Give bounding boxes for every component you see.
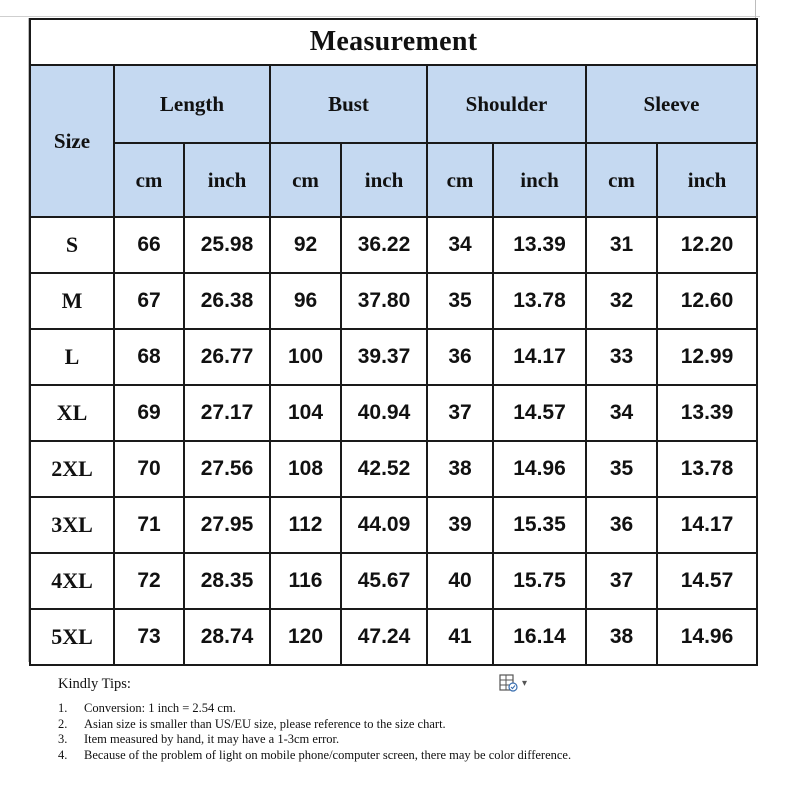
size-chart-table [29,18,758,666]
kindly-tips [58,676,738,763]
inch-value-cell: 16.14 [493,609,586,665]
table-row [30,217,757,273]
unit-header-cm: cm [427,143,493,217]
cm-value-cell: 33 [586,329,657,385]
inch-value-cell: 25.98 [184,217,270,273]
shoulder-header: Shoulder [427,65,586,143]
size-cell: 4XL [30,553,114,609]
tip-text: Because of the problem of light on mobile phone/computer screen, there may be color difference. [84,747,572,762]
list-item [58,701,738,717]
size-cell: 3XL [30,497,114,553]
table-row [30,609,757,665]
chart-title: Measurement [30,19,757,65]
unit-header-cm: cm [270,143,341,217]
cm-value-cell: 40 [427,553,493,609]
cm-value-cell: 67 [114,273,184,329]
inch-value-cell: 36.22 [341,217,427,273]
inch-value-cell: 44.09 [341,497,427,553]
size-header: Size [30,65,114,217]
cm-value-cell: 116 [270,553,341,609]
cm-value-cell: 34 [586,385,657,441]
size-cell: 5XL [30,609,114,665]
cm-value-cell: 66 [114,217,184,273]
cm-value-cell: 68 [114,329,184,385]
inch-value-cell: 27.56 [184,441,270,497]
cm-value-cell: 70 [114,441,184,497]
tip-text: Item measured by hand, it may have a 1-3cm error. [84,732,340,746]
table-row [30,441,757,497]
unit-header-inch: inch [184,143,270,217]
inch-value-cell: 37.80 [341,273,427,329]
inch-value-cell: 12.60 [657,273,757,329]
inch-value-cell: 14.96 [657,609,757,665]
inch-value-cell: 28.74 [184,609,270,665]
cm-value-cell: 38 [427,441,493,497]
cm-value-cell: 31 [586,217,657,273]
size-cell: 2XL [30,441,114,497]
inch-value-cell: 15.75 [493,553,586,609]
cm-value-cell: 35 [427,273,493,329]
tip-text: Conversion: 1 inch = 2.54 cm. [84,701,236,715]
right-divider [755,0,756,18]
inch-value-cell: 39.37 [341,329,427,385]
tip-number: 2. [58,716,68,731]
inch-value-cell: 45.67 [341,553,427,609]
list-item [58,732,738,748]
list-item [58,748,738,764]
cm-value-cell: 120 [270,609,341,665]
inch-value-cell: 13.39 [657,385,757,441]
table-row [30,273,757,329]
tips-title: Kindly Tips: [58,676,131,692]
cm-value-cell: 96 [270,273,341,329]
cm-value-cell: 112 [270,497,341,553]
size-cell: M [30,273,114,329]
unit-header-inch: inch [341,143,427,217]
cm-value-cell: 37 [586,553,657,609]
inch-value-cell: 26.38 [184,273,270,329]
bust-header: Bust [270,65,427,143]
list-item [58,717,738,733]
unit-header-cm: cm [586,143,657,217]
tip-text: Asian size is smaller than US/EU size, please reference to the size chart. [84,716,446,731]
inch-value-cell: 14.17 [657,497,757,553]
tip-number: 1. [58,701,68,715]
inch-value-cell: 26.77 [184,329,270,385]
table-row [30,329,757,385]
length-header: Length [114,65,270,143]
table-row [30,497,757,553]
inch-value-cell: 12.99 [657,329,757,385]
inch-value-cell: 14.17 [493,329,586,385]
cm-value-cell: 41 [427,609,493,665]
sleeve-header: Sleeve [586,65,757,143]
size-cell: XL [30,385,114,441]
inch-value-cell: 27.95 [184,497,270,553]
tips-list [58,701,738,763]
inch-value-cell: 14.96 [493,441,586,497]
inch-value-cell: 13.78 [493,273,586,329]
inch-value-cell: 12.20 [657,217,757,273]
cm-value-cell: 104 [270,385,341,441]
cm-value-cell: 32 [586,273,657,329]
unit-header-inch: inch [657,143,757,217]
inch-value-cell: 47.24 [341,609,427,665]
chevron-down-icon[interactable]: ▾ [522,677,528,689]
inch-value-cell: 14.57 [657,553,757,609]
inch-value-cell: 40.94 [341,385,427,441]
inch-value-cell: 15.35 [493,497,586,553]
cm-value-cell: 108 [270,441,341,497]
unit-header-cm: cm [114,143,184,217]
tip-number: 4. [58,747,68,762]
cm-value-cell: 73 [114,609,184,665]
cm-value-cell: 36 [586,497,657,553]
cm-value-cell: 39 [427,497,493,553]
unit-header-inch: inch [493,143,586,217]
inch-value-cell: 13.39 [493,217,586,273]
cm-value-cell: 34 [427,217,493,273]
tip-number: 3. [58,732,68,746]
cm-value-cell: 69 [114,385,184,441]
cm-value-cell: 38 [586,609,657,665]
cm-value-cell: 37 [427,385,493,441]
inch-value-cell: 28.35 [184,553,270,609]
top-divider [0,16,760,17]
cm-value-cell: 36 [427,329,493,385]
inch-value-cell: 14.57 [493,385,586,441]
cm-value-cell: 92 [270,217,341,273]
size-cell: L [30,329,114,385]
inch-value-cell: 13.78 [657,441,757,497]
cm-value-cell: 35 [586,441,657,497]
table-row [30,385,757,441]
cm-value-cell: 100 [270,329,341,385]
size-cell: S [30,217,114,273]
inch-value-cell: 27.17 [184,385,270,441]
cm-value-cell: 72 [114,553,184,609]
cm-value-cell: 71 [114,497,184,553]
table-row [30,553,757,609]
inch-value-cell: 42.52 [341,441,427,497]
